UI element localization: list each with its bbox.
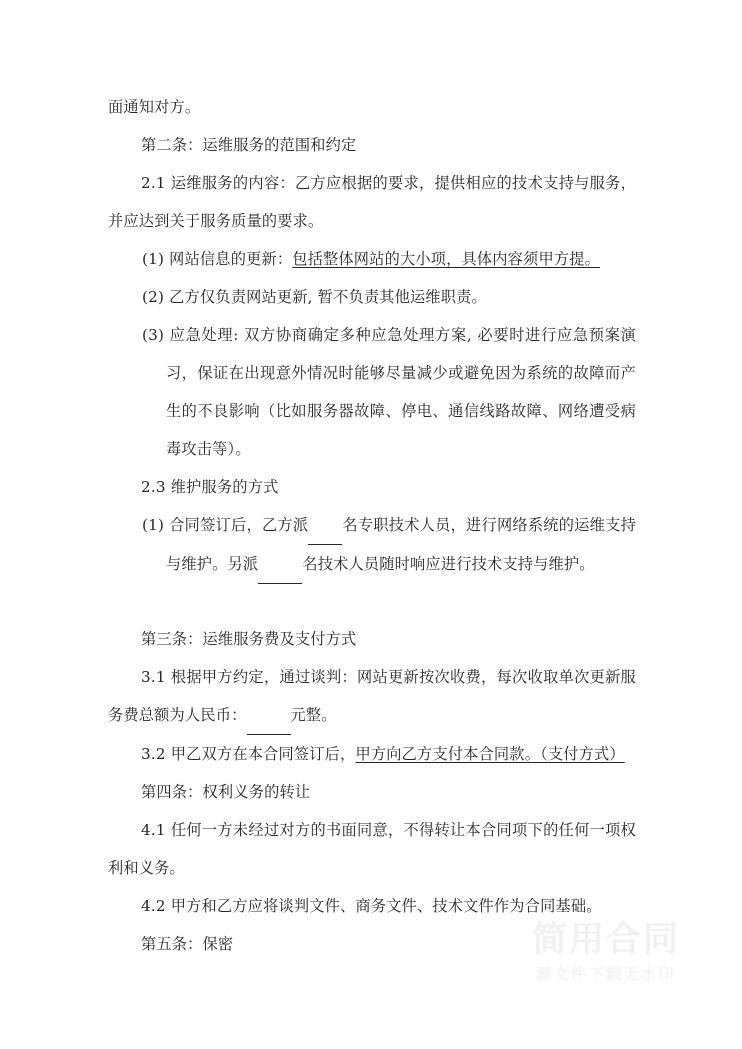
heading-article-4: 第四条：权利义务的转让 bbox=[141, 783, 311, 801]
fill-in-blank[interactable] bbox=[258, 545, 302, 584]
paragraph-3-1 bbox=[108, 658, 636, 735]
heading-article-2: 第二条：运维服务的范围和约定 bbox=[141, 136, 357, 154]
text-run: (1) 合同签订后，乙方派 bbox=[142, 516, 309, 534]
contract-body bbox=[108, 88, 636, 963]
list-item-2-3-1 bbox=[108, 506, 636, 584]
text-run: 名专职技术人员，进行网络系统的运维支持与维护。另派 bbox=[166, 516, 636, 573]
text-run: 3.1 根据甲方约定，通过谈判：网站更新按次收费，每次收取单次更新服务费总额为人民币： bbox=[108, 668, 636, 724]
paragraph-4-1: 4.1 任何一方未经过对方的书面同意，不得转让本合同项下的任何一项权利和义务。 bbox=[108, 821, 636, 877]
section-spacer bbox=[108, 584, 636, 620]
watermark-title: 简用合同 bbox=[531, 920, 680, 960]
watermark-subtitle: 源文件下载无水印 bbox=[535, 965, 676, 983]
heading-2-3: 2.3 维护服务的方式 bbox=[141, 478, 279, 496]
underlined-fill-text: 包括整体网站的大小项，具体内容须甲方提。 bbox=[292, 250, 600, 268]
heading-article-3: 第三条：运维服务费及支付方式 bbox=[141, 630, 357, 648]
underlined-payment-terms: 甲方向乙方支付本合同款。（支付方式） bbox=[355, 745, 625, 763]
paragraph-prefix: 3.2 甲乙双方在本合同签订后， bbox=[141, 745, 356, 763]
paragraph-2-1: 2.1 运维服务的内容：乙方应根据的要求，提供相应的技术支持与服务，并应达到关于服务质量的要求。 bbox=[108, 174, 636, 230]
paragraph-4-2: 4.2 甲方和乙方应将谈判文件、商务文件、技术文件作为合同基础。 bbox=[141, 897, 602, 915]
paragraph-continuation-notice: 面通知对方。 bbox=[108, 98, 201, 116]
list-item-2-1-1 bbox=[108, 240, 636, 278]
list-item-2-1-3: (3) 应急处理: 双方协商确定多种应急处理方案, 必要时进行应急预案演习，保证在出现意外情况时能够尽量减少或避免因为系统的故障而产生的不良影响（比如服务器故障、停电、通信线路故障、网络遭受病毒攻击等）。 bbox=[142, 326, 636, 458]
heading-article-5: 第五条：保密 bbox=[141, 935, 234, 953]
text-run: 名技术人员随时响应进行技术支持与维护。 bbox=[302, 555, 595, 573]
paragraph-3-2 bbox=[108, 735, 636, 773]
text-run: 元整。 bbox=[290, 706, 337, 724]
fill-in-blank[interactable] bbox=[247, 696, 291, 735]
fill-in-blank[interactable] bbox=[308, 506, 342, 545]
list-item-2-1-2: (2) 乙方仅负责网站更新, 暂不负责其他运维职责。 bbox=[142, 288, 487, 306]
list-item-prefix: (1) 网站信息的更新： bbox=[142, 250, 293, 268]
